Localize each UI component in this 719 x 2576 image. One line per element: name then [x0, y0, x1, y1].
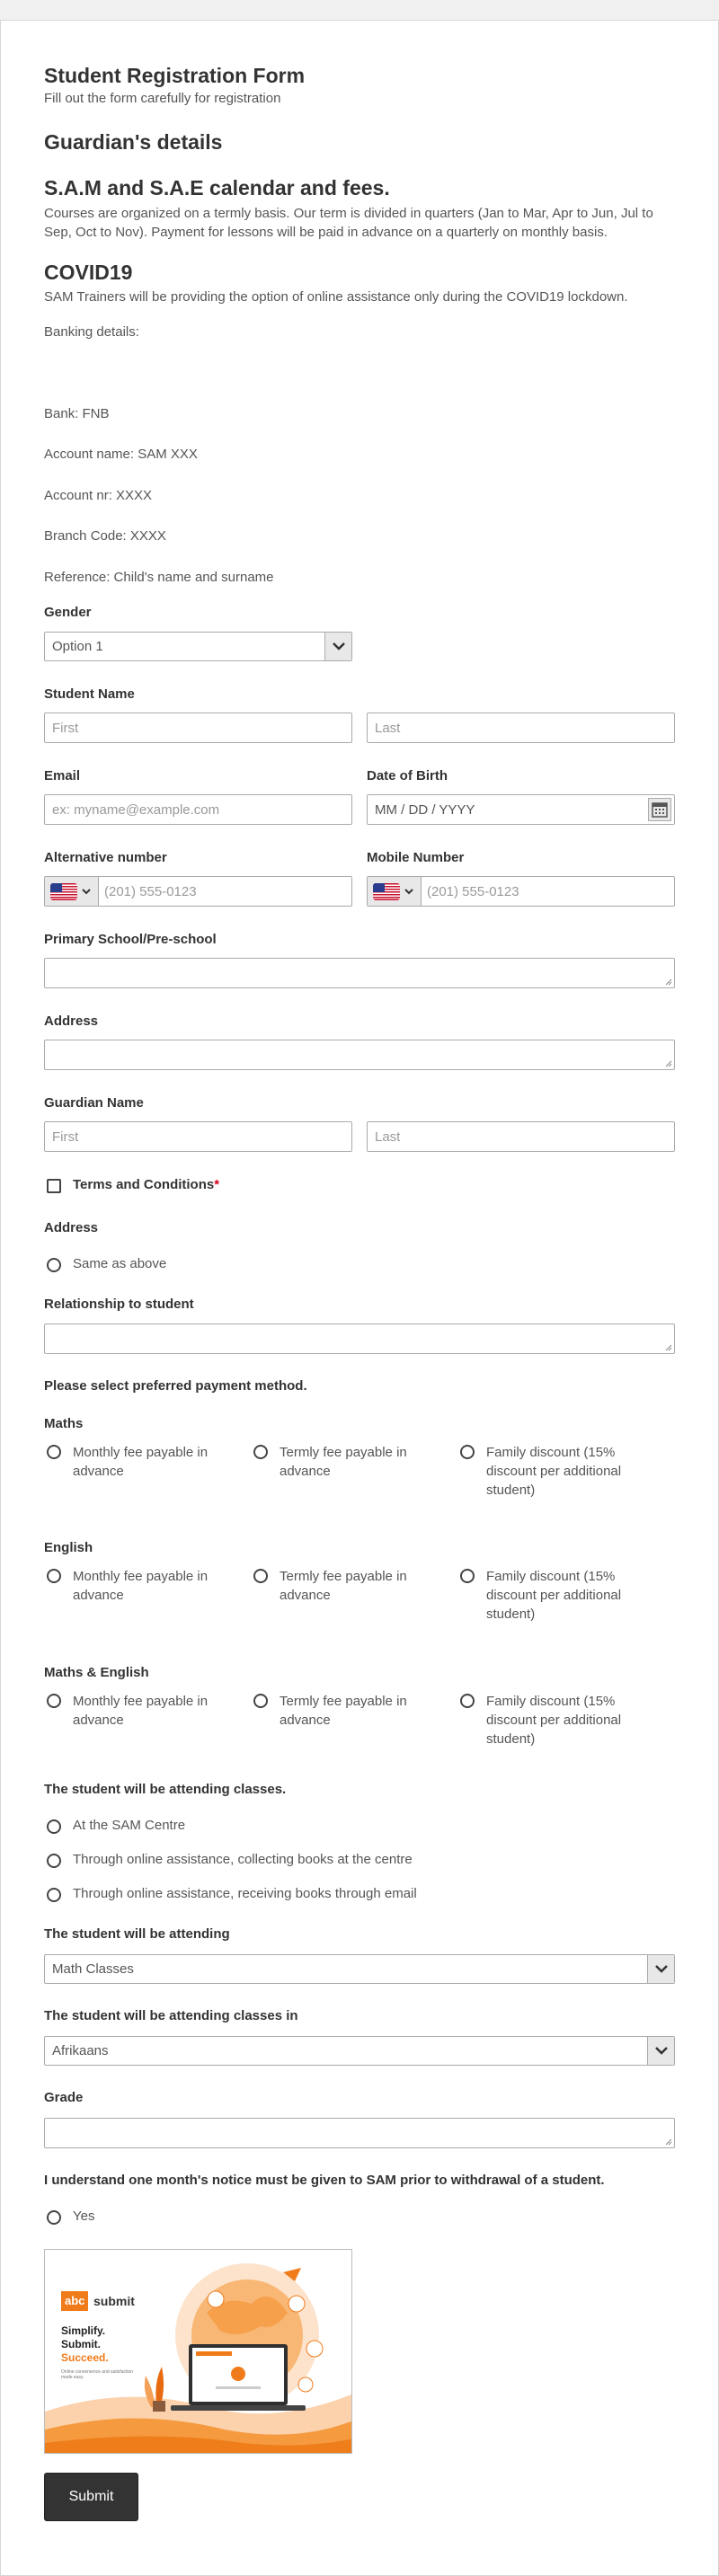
- abc-logo-word: submit: [93, 2294, 135, 2308]
- payment-group-label: English: [44, 1540, 93, 1555]
- online-email-radio[interactable]: [47, 1888, 61, 1902]
- notice-yes-radio[interactable]: [47, 2210, 61, 2225]
- mobile-label: Mobile Number: [367, 850, 465, 865]
- calendar-icon[interactable]: [648, 798, 671, 821]
- gender-select[interactable]: [44, 632, 352, 661]
- banner-small-text: Online convenience and satisfaction made easy.: [61, 2369, 134, 2380]
- form-subtitle: Fill out the form carefully for registration: [44, 91, 281, 106]
- sam-centre-radio[interactable]: [47, 1819, 61, 1834]
- covid-heading: COVID19: [44, 261, 133, 284]
- guardian-heading: Guardian's details: [44, 130, 223, 154]
- covid-section: [44, 261, 675, 306]
- english-termly-radio[interactable]: [253, 1569, 268, 1583]
- reference: Reference: Child's name and surname: [44, 570, 274, 585]
- abc-logo-box: abc: [61, 2291, 88, 2311]
- terms-text: Terms and Conditions: [73, 1177, 215, 1192]
- banner-line-2: Submit.: [61, 2338, 101, 2350]
- online-collect-radio[interactable]: [47, 1854, 61, 1868]
- attending-value: Math Classes: [52, 1961, 134, 1977]
- alt-number-label: Alternative number: [44, 850, 167, 865]
- account-number: Account nr: XXXX: [44, 488, 153, 503]
- guardian-first-name-input[interactable]: First: [44, 1121, 352, 1152]
- resize-grip-icon: [665, 978, 672, 986]
- resize-grip-icon: [665, 1060, 672, 1067]
- maths-monthly-label: Monthly fee payable in advance: [73, 1445, 209, 1479]
- online-email-label: Through online assistance, receiving books through email: [73, 1886, 417, 1901]
- branch-code: Branch Code: XXXX: [44, 528, 166, 544]
- dob-label: Date of Birth: [367, 768, 448, 783]
- gender-label: Gender: [44, 605, 92, 620]
- guardian-address-label: Address: [44, 1220, 99, 1235]
- resize-grip-icon: [665, 1344, 672, 1351]
- grade-input[interactable]: [44, 2118, 675, 2148]
- banner-line-3: Succeed.: [61, 2351, 109, 2364]
- payment-group-label: Maths & English: [44, 1665, 149, 1680]
- attending-classes-label: The student will be attending classes.: [44, 1782, 287, 1797]
- both-monthly-label: Monthly fee payable in advance: [73, 1694, 209, 1728]
- english-monthly-label: Monthly fee payable in advance: [73, 1569, 209, 1603]
- gender-value: Option 1: [52, 639, 103, 654]
- maths-family-label: Family discount (15% discount per additional student): [486, 1445, 622, 1498]
- english-monthly-radio[interactable]: [47, 1569, 61, 1583]
- address-label: Address: [44, 1014, 99, 1029]
- us-flag-icon: [50, 883, 77, 900]
- relationship-input[interactable]: [44, 1323, 675, 1354]
- classes-in-value: Afrikaans: [52, 2043, 109, 2058]
- attending-select[interactable]: [44, 1954, 675, 1984]
- attending-label: The student will be attending: [44, 1926, 230, 1942]
- resize-grip-icon: [665, 2138, 672, 2146]
- form-title: Student Registration Form: [44, 64, 306, 87]
- classes-in-label: The student will be attending classes in: [44, 2008, 298, 2023]
- calendar-text: Courses are organized on a termly basis. Our term is divided in quarters (Jan to Mar, Apr to Jun, Jul to Sep, Oct to Nov). Payment for lessons will be paid in advance on a quarterly on monthly basis.: [44, 206, 653, 240]
- english-family-radio[interactable]: [460, 1569, 475, 1583]
- dob-input[interactable]: [367, 794, 675, 825]
- banking-label: Banking details:: [44, 324, 139, 340]
- english-family-label: Family discount (15% discount per additional student): [486, 1569, 622, 1622]
- both-termly-label: Termly fee payable in advance: [280, 1694, 407, 1728]
- school-label: Primary School/Pre-school: [44, 932, 217, 947]
- sam-centre-label: At the SAM Centre: [73, 1818, 186, 1833]
- banner-tagline: [61, 2324, 109, 2365]
- classes-in-select[interactable]: [44, 2036, 675, 2066]
- relationship-label: Relationship to student: [44, 1297, 194, 1312]
- payment-heading: Please select preferred payment method.: [44, 1378, 307, 1394]
- same-as-above-radio[interactable]: [47, 1258, 61, 1272]
- country-selector[interactable]: [368, 877, 422, 906]
- us-flag-icon: [373, 883, 400, 900]
- maths-termly-radio[interactable]: [253, 1445, 268, 1459]
- terms-checkbox[interactable]: [47, 1179, 61, 1193]
- grade-label: Grade: [44, 2090, 84, 2105]
- same-as-above-label: Same as above: [73, 1256, 167, 1271]
- online-collect-label: Through online assistance, collecting books at the centre: [73, 1852, 413, 1867]
- country-selector[interactable]: [45, 877, 99, 906]
- calendar-heading: S.A.M and S.A.E calendar and fees.: [44, 176, 390, 199]
- student-name-label: Student Name: [44, 686, 135, 702]
- chevron-down-icon: [81, 887, 92, 896]
- bank-name: Bank: FNB: [44, 406, 110, 421]
- both-termly-radio[interactable]: [253, 1694, 268, 1708]
- mobile-input[interactable]: [367, 876, 675, 907]
- both-monthly-radio[interactable]: [47, 1694, 61, 1708]
- maths-termly-label: Termly fee payable in advance: [280, 1445, 407, 1479]
- address-input[interactable]: [44, 1040, 675, 1070]
- payment-group-label: Maths: [44, 1416, 84, 1431]
- alt-number-input[interactable]: [44, 876, 352, 907]
- email-input[interactable]: ex: myname@example.com: [44, 794, 352, 825]
- school-input[interactable]: [44, 958, 675, 988]
- chevron-down-icon: [404, 887, 414, 896]
- student-first-name-input[interactable]: First: [44, 713, 352, 743]
- form-header: [44, 64, 675, 106]
- guardian-last-name-input[interactable]: Last: [367, 1121, 675, 1152]
- required-mark: *: [214, 1177, 220, 1192]
- covid-text: SAM Trainers will be providing the option of online assistance only during the COVID19 lockdown.: [44, 289, 628, 305]
- notice-label: I understand one month's notice must be given to SAM prior to withdrawal of a student.: [44, 2173, 605, 2188]
- mobile-placeholder: (201) 555-0123: [427, 884, 519, 899]
- submit-button[interactable]: Submit: [44, 2473, 138, 2521]
- banner-line-1: Simplify.: [61, 2324, 106, 2337]
- email-label: Email: [44, 768, 81, 783]
- chevron-down-icon: [647, 2037, 674, 2065]
- chevron-down-icon: [324, 633, 351, 660]
- notice-yes-label: Yes: [73, 2209, 95, 2224]
- account-name: Account name: SAM XXX: [44, 447, 198, 462]
- chevron-down-icon: [647, 1955, 674, 1983]
- terms-label: [73, 1177, 219, 1192]
- dob-placeholder: MM / DD / YYYY: [375, 802, 475, 818]
- abc-submit-banner: [44, 2249, 352, 2454]
- both-family-radio[interactable]: [460, 1694, 475, 1708]
- student-last-name-input[interactable]: Last: [367, 713, 675, 743]
- guardian-name-label: Guardian Name: [44, 1095, 144, 1111]
- calendar-section: [44, 176, 675, 242]
- maths-family-radio[interactable]: [460, 1445, 475, 1459]
- english-termly-label: Termly fee payable in advance: [280, 1569, 407, 1603]
- alt-number-placeholder: (201) 555-0123: [104, 884, 197, 899]
- both-family-label: Family discount (15% discount per additional student): [486, 1694, 622, 1747]
- maths-monthly-radio[interactable]: [47, 1445, 61, 1459]
